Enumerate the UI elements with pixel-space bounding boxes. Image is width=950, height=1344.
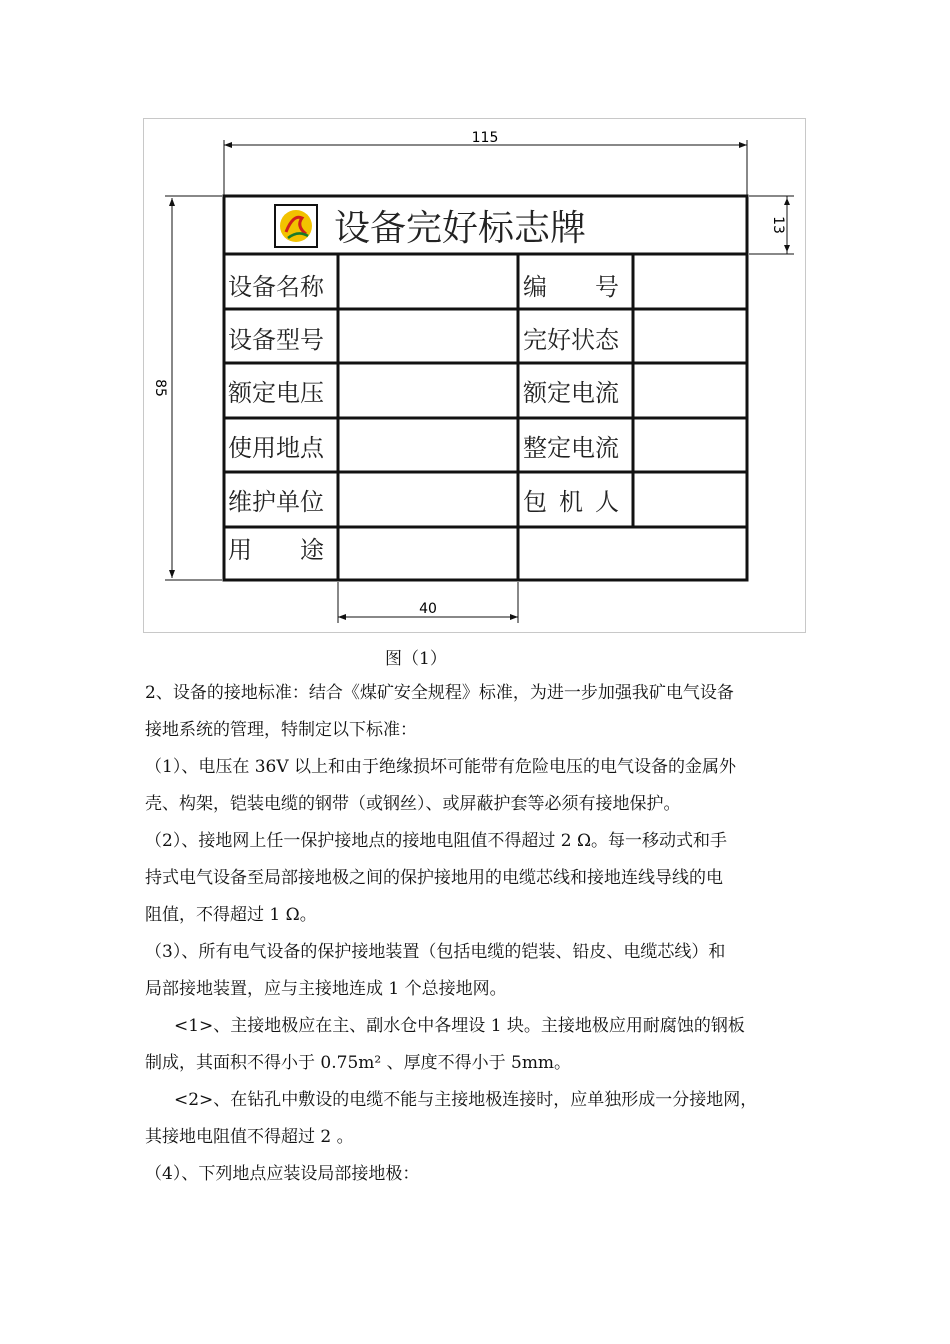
plate-row-3-right: 额定电流 — [523, 379, 619, 407]
dim-width-label: 115 — [471, 130, 499, 146]
plate-title: 设备完好标志牌 — [334, 208, 587, 249]
logo-icon — [275, 205, 317, 247]
text-line: 局部接地装置，应与主接地连成 1 个总接地网。 — [145, 979, 507, 999]
dim-header-label: 13 — [770, 216, 786, 234]
text-line: 接地系统的管理，特制定以下标准： — [145, 720, 417, 740]
text-line: 阻值，不得超过 1 Ω。 — [145, 905, 317, 925]
text-line: （3）、所有电气设备的保护接地装置（包括电缆的铠装、铅皮、电缆芯线）和 — [145, 942, 726, 962]
arrow-col-left — [338, 614, 346, 620]
plate-row-5-left: 维护单位 — [228, 488, 324, 516]
arrow-header-top — [784, 198, 790, 205]
plate-row-6-left: 用 途 — [228, 536, 324, 564]
plate-row-5-right: 包 机 人 — [523, 488, 619, 516]
text-line: 持式电气设备至局部接地极之间的保护接地用的电缆芯线和接地连线导线的电 — [145, 868, 723, 888]
figure-caption: 图（1） — [385, 649, 447, 669]
text-line: 壳、构架，铠装电缆的钢带（或钢丝）、或屏蔽护套等必须有接地保护。 — [145, 794, 681, 814]
plate-row-1-right: 编 号 — [523, 273, 619, 301]
plate-row-4-right: 整定电流 — [523, 434, 619, 462]
dim-height-label: 85 — [152, 379, 168, 397]
text-line: 2、设备的接地标准：结合《煤矿安全规程》标准，为进一步加强我矿电气设备 — [145, 683, 734, 703]
text-line: 其接地电阻值不得超过 2 。 — [145, 1127, 354, 1147]
text-line: <2>、在钻孔中敷设的电缆不能与主接地极连接时，应单独形成一分接地网， — [174, 1090, 758, 1110]
plate-row-1-left: 设备名称 — [228, 273, 324, 301]
arrow-header-bottom — [784, 245, 790, 252]
plate-row-2-right: 完好状态 — [523, 326, 619, 354]
plate-row-2-left: 设备型号 — [228, 326, 324, 354]
body-text — [145, 675, 815, 1193]
plate-row-4-left: 使用地点 — [228, 434, 324, 462]
arrow-width-right — [739, 142, 747, 148]
equipment-plate-drawing — [0, 0, 950, 660]
arrow-width-left — [224, 142, 232, 148]
arrow-height-top — [169, 198, 175, 206]
text-line: （4）、下列地点应装设局部接地极： — [145, 1164, 420, 1184]
arrow-col-right — [510, 614, 518, 620]
text-line: 制成，其面积不得小于 0.75m² 、厚度不得小于 5mm。 — [145, 1053, 572, 1073]
arrow-height-bottom — [169, 570, 175, 578]
text-line: （2）、接地网上任一保护接地点的接地电阻值不得超过 2 Ω。每一移动式和手 — [145, 831, 728, 851]
plate-row-3-left: 额定电压 — [228, 379, 324, 407]
text-line: <1>、主接地极应在主、副水仓中各埋设 1 块。主接地极应用耐腐蚀的钢板 — [174, 1016, 745, 1036]
text-line: （1）、电压在 36V 以上和由于绝缘损坏可能带有危险电压的电气设备的金属外 — [145, 757, 737, 777]
dim-col-label: 40 — [419, 601, 437, 617]
